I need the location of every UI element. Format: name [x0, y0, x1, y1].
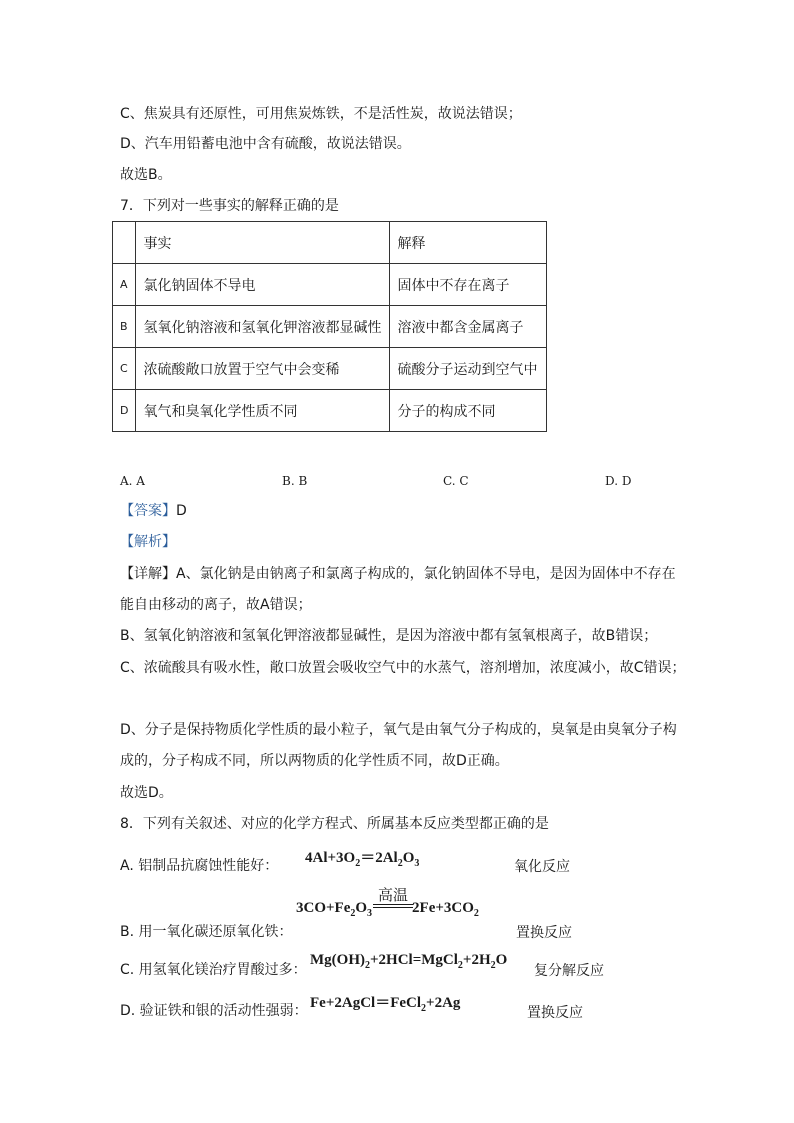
q7-stem: 7．下列对一些事实的解释正确的是	[120, 198, 339, 214]
table-row	[113, 264, 547, 306]
detail-text: A、氯化钠是由钠离子和氯离子构成的，氯化钠固体不导电，是因为固体中不存在	[176, 566, 676, 582]
q7-option-c: C. C	[443, 474, 469, 488]
table-row	[113, 348, 547, 390]
q8-item-b-label: B. 用一氧化碳还原氧化铁：	[120, 924, 293, 940]
detail-line-5: D、分子是保持物质化学性质的最小粒子，氧气是由氧气分子构成的，臭氧是由臭氧分子构	[120, 722, 677, 738]
detail-tag: 【详解】	[120, 566, 176, 582]
detail-line-3: B、氢氧化钠溶液和氢氧化钾溶液都显碱性，是因为溶液中都有氢氧根离子，故B错误；	[120, 628, 658, 644]
q8-item-a-equation: $4Al+3O_2=2Al_2O_3$	[305, 850, 420, 869]
row-fact: 氧气和臭氧化学性质不同	[136, 390, 390, 432]
row-key: A	[113, 264, 136, 306]
q8-item-b-condition: 高温	[378, 886, 409, 904]
table-header-cell	[113, 222, 136, 264]
row-explanation: 硫酸分子运动到空气中	[390, 348, 547, 390]
q7-option-a: A. A	[120, 474, 145, 488]
row-fact: 氢氧化钠溶液和氢氧化钾溶液都显碱性	[136, 306, 390, 348]
detail-line-7: 故选D。	[120, 785, 173, 801]
q8-item-b-type: 置换反应	[516, 925, 572, 941]
answer-tag: 【答案】	[120, 503, 176, 519]
row-explanation: 固体中不存在离子	[390, 264, 547, 306]
detail-line-4: C、浓硫酸具有吸水性，敞口放置会吸收空气中的水蒸气，溶剂增加，浓度减小，故C错误；	[120, 660, 686, 676]
q8-item-c-label: C. 用氢氧化镁治疗胃酸过多：	[120, 962, 307, 978]
q8-item-c-equation: $Mg(OH)_2+2HCl=MgCl_2+2H_2O$	[310, 952, 508, 971]
detail-line-6: 成的，分子构成不同，所以两物质的化学性质不同，故D正确。	[120, 753, 509, 769]
row-key: B	[113, 306, 136, 348]
prev-choose: 故选B。	[120, 167, 172, 183]
row-explanation: 溶液中都含金属离子	[390, 306, 547, 348]
detail-line-2: 能自由移动的离子，故A错误；	[120, 597, 312, 613]
q8-item-a-label: A. 铝制品抗腐蚀性能好：	[120, 858, 279, 874]
prev-option-d-explanation: D、汽车用铅蓄电池中含有硫酸，故说法错误。	[120, 136, 411, 152]
q8-item-d-equation: Fe+2AgCl＝FeCl$_2$+2Ag	[310, 995, 461, 1014]
answer-value: D	[176, 503, 187, 519]
table-header-cell: 解释	[390, 222, 547, 264]
row-key: C	[113, 348, 136, 390]
table-header-row	[113, 222, 547, 264]
q8-item-d-type: 置换反应	[527, 1005, 583, 1021]
table-row	[113, 390, 547, 432]
q8-item-a-type: 氧化反应	[514, 859, 570, 875]
q8-stem: 8．下列有关叙述、对应的化学方程式、所属基本反应类型都正确的是	[120, 816, 549, 832]
q7-option-b: B. B	[282, 474, 308, 488]
q8-item-d-label: D. 验证铁和银的活动性强弱：	[120, 1003, 308, 1019]
q7-table	[112, 221, 547, 432]
row-fact: 浓硫酸敞口放置于空气中会变稀	[136, 348, 390, 390]
q7-option-d: D. D	[605, 474, 632, 488]
row-explanation: 分子的构成不同	[390, 390, 547, 432]
answer-line	[120, 501, 187, 521]
row-key: D	[113, 390, 136, 432]
q8-item-b-equation: $3CO+Fe_2O_3$ $2Fe+3CO_2$	[296, 900, 479, 919]
q8-item-c-type: 复分解反应	[534, 963, 604, 979]
prev-option-c-explanation: C、焦炭具有还原性，可用焦炭炼铁，不是活性炭，故说法错误；	[120, 106, 522, 122]
table-header-cell: 事实	[136, 222, 390, 264]
analysis-tag: 【解析】	[120, 534, 176, 550]
row-fact: 氯化钠固体不导电	[136, 264, 390, 306]
detail-line-1	[120, 564, 676, 584]
table-row	[113, 306, 547, 348]
